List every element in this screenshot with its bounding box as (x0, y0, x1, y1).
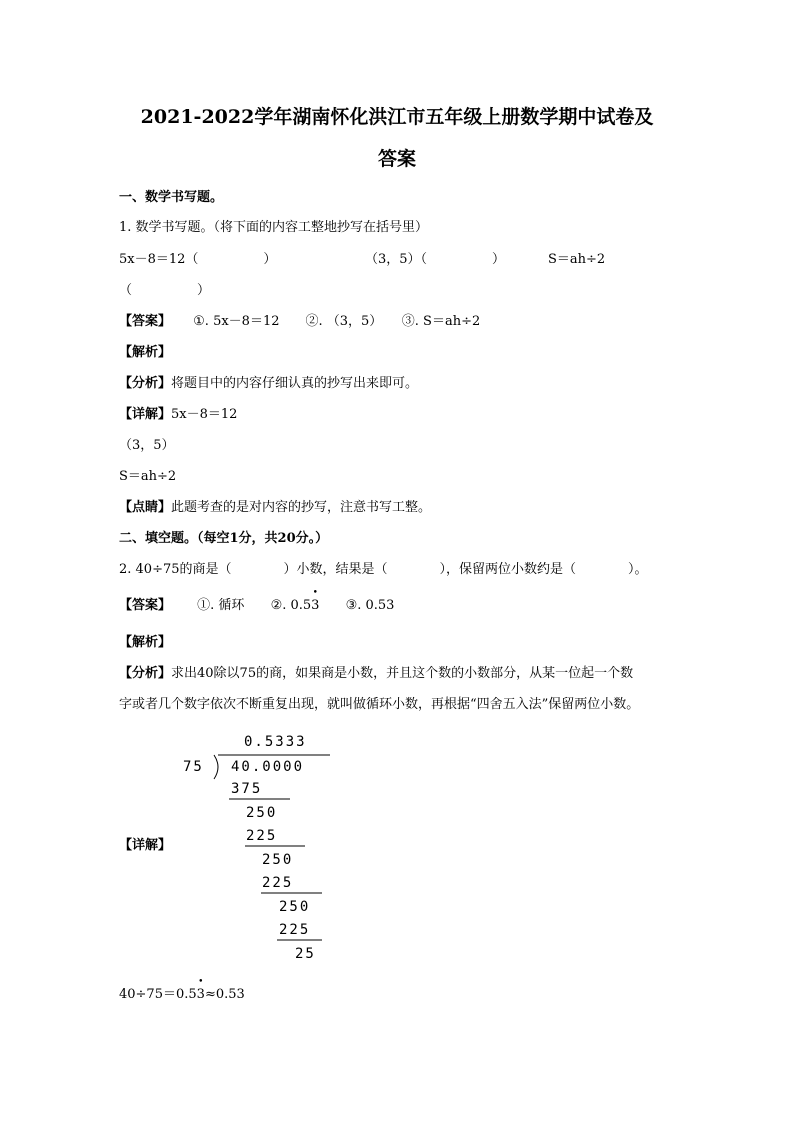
q2-repeating-decimal: 0.53 • (290, 588, 320, 613)
q2-answer-3: ③. 0.53 (345, 598, 395, 613)
q2-final-result: 40÷75＝0.53 • ≈0.53 (119, 977, 245, 1002)
q2-fenxi-line2: 字或者几个数字依次不断重复出现，就叫做循环小数，再根据“四舍五入法”保留两位小数。 (119, 697, 640, 712)
q2-answer-label: 【答案】 (119, 598, 172, 613)
q1-item-formula: S＝ah÷2 (548, 252, 606, 267)
division-quotient: 0.5333 (244, 734, 307, 750)
question-1-stem: 1. 数学书写题。（将下面的内容工整地抄写在括号里） (119, 220, 429, 235)
q1-xiangjie-line2: （3，5） (119, 438, 175, 453)
q1-dianjing-text: 此题考查的是对内容的抄写，注意书写工整。 (171, 500, 432, 515)
q1-jiexi-label: 【解析】 (119, 345, 172, 360)
division-step: 225 (246, 828, 278, 844)
q2-answer-1: ①. 循环 (197, 598, 245, 613)
q1-xiangjie-line1: 5x－8＝12 (171, 407, 238, 422)
division-step: 225 (279, 922, 311, 938)
q1-fenxi-label: 【分析】 (119, 376, 172, 391)
q2-xiangjie-label: 【详解】 (119, 838, 172, 853)
q1-blank: （ ） (119, 283, 211, 298)
q1-item-coordinate: （3，5）（ ） (365, 252, 506, 267)
division-dividend: 40.0000 (231, 759, 305, 775)
division-divisor: 75 (183, 759, 204, 775)
division-step: 250 (262, 852, 294, 868)
page-title-line1: 2021-2022学年湖南怀化洪江市五年级上册数学期中试卷及 (140, 106, 654, 128)
division-step: 25 (295, 946, 316, 962)
q1-xiangjie-line3: S＝ah÷2 (119, 469, 177, 484)
q2-answer-2-prefix: ②. (270, 598, 291, 613)
question-2-stem: 2. 40÷75的商是（ ）小数，结果是（ ），保留两位小数约是（ ）。 (119, 562, 648, 577)
division-step: 250 (279, 899, 311, 915)
q1-dianjing-label: 【点睛】 (119, 500, 172, 515)
q2-jiexi-label: 【解析】 (119, 635, 172, 650)
division-step: 375 (231, 781, 263, 797)
section-2-heading: 二、填空题。（每空1分，共20分。） (119, 531, 329, 546)
q1-answer: ①. 5x－8＝12 ②. （3，5） ③. S＝ah÷2 (193, 314, 481, 329)
q2-fenxi-label: 【分析】 (119, 666, 172, 681)
q1-answer-label: 【答案】 (119, 314, 172, 329)
division-step: 250 (246, 805, 278, 821)
q2-fenxi-line1: 求出40除以75的商，如果商是小数，并且这个数的小数部分，从某一位起一个数 (171, 666, 634, 681)
q1-xiangjie-label: 【详解】 (119, 407, 172, 422)
page-title-line2: 答案 (377, 148, 416, 170)
q1-item-equation: 5x－8＝12（ ） (119, 252, 277, 267)
division-step: 225 (262, 875, 294, 891)
section-1-heading: 一、数学书写题。 (119, 190, 224, 205)
q1-fenxi-text: 将题目中的内容仔细认真的抄写出来即可。 (171, 376, 419, 391)
